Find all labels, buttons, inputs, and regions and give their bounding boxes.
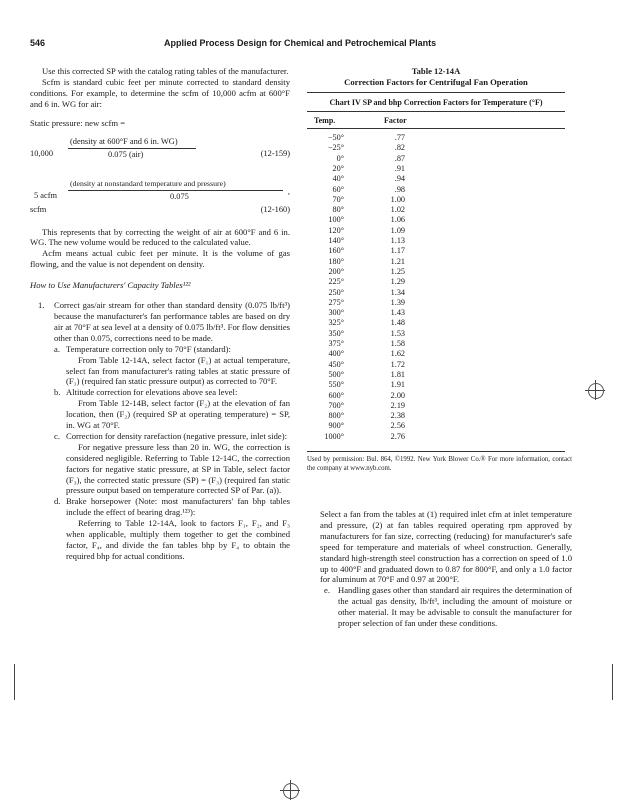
factor-cell: 1.91 [390,380,405,390]
temp-cell: 600° [328,390,344,400]
factor-cell: 1.53 [390,328,405,338]
table-row [307,267,565,277]
sub-item-c [30,431,290,442]
table-row [307,164,565,174]
table-row [307,246,565,256]
table-row [307,370,565,380]
temp-cell: 20° [332,163,344,173]
temp-cell: 100° [328,215,344,225]
temp-cell: 900° [328,421,344,431]
table-row [307,143,565,153]
table-row [307,277,565,287]
temp-cell: 250° [328,287,344,297]
paragraph: Static pressure: new scfm = [30,117,126,128]
factor-cell: 2.19 [390,400,405,410]
factor-cell: 1.39 [390,297,405,307]
table-source-note: Used by permission: Bul. 864, ©1992. New York Blower Co.® For more information, contact the company at www.nyb.com. [307,456,572,472]
table-row [307,154,565,164]
factor-cell: 1.02 [390,205,405,215]
page-number: 546 [30,38,46,48]
equation-denominator: 0.075 (air) [108,149,144,159]
factor-cell: 1.09 [390,225,405,235]
equation-denominator: 0.075 [170,191,189,201]
fraction-bar [68,190,283,191]
paragraph: This represents that by correcting the weight of air at 600°F and 6 in. WG. The new volume would be reduced to the calculated value. [30,226,290,248]
equation-12-160 [30,178,290,217]
factor-cell: 1.00 [390,194,405,204]
table-row [307,329,565,339]
table-row [307,349,565,359]
sub-title: Temperature correction only to 70°F (standard): [66,343,231,354]
registration-circle [588,383,604,399]
table-header-rule [307,111,565,112]
table-caption [307,66,565,88]
temp-cell: 70° [332,194,344,204]
temp-cell: 80° [332,205,344,215]
equation-lhs-unit: scfm [30,204,47,214]
temp-cell: 180° [328,256,344,266]
table-header-bottom-rule [307,128,565,129]
factor-cell: 1.81 [390,369,405,379]
table-title: Correction Factors for Centrifugal Fan Operation [344,77,528,87]
factor-cell: .77 [394,133,405,142]
temp-cell: 700° [328,400,344,410]
equation-lhs: 5 acfm [34,190,58,200]
equation-number: (12-160) [260,204,290,214]
table-row [307,411,565,421]
sub-item-d [30,496,290,518]
crop-mark [612,664,613,700]
factor-cell: 1.06 [390,215,405,225]
book-title: Applied Process Design for Chemical and Petrochemical Plants [164,38,437,48]
table-row [307,236,565,246]
column-header-factor: Factor [384,116,407,125]
sub-title: Correction for density rarefaction (negative pressure, inlet side): [66,430,287,441]
temp-cell: 275° [328,297,344,307]
sub-label: a. [54,343,60,354]
factor-cell: 1.62 [390,349,405,359]
table-row [307,133,565,143]
table-row [307,380,565,390]
equation-12-159 [30,135,290,175]
factor-cell: .91 [394,163,405,173]
temp-cell: 200° [328,266,344,276]
factor-cell: 2.76 [390,431,405,441]
sub-body: For negative pressure less than 20 in. WG, the correction is considered negligible. Referring to Table 12-14C, the correction factors for negative static pressure, at SP in Table, select factor (F₃), the corrected static pressure (SP) = (F₃) (required fan static pressure output based on temperature corrected SP of Par. (a)). [66,441,290,496]
table-top-rule [307,92,565,93]
sub-label: d. [54,496,61,507]
factor-cell: 2.56 [390,421,405,431]
registration-circle [283,783,299,799]
factor-cell: 1.72 [390,359,405,369]
sub-title: Brake horsepower (Note: most manufacturers' fan bhp tables include the effect of bearing drag.¹²³): [66,496,290,518]
temp-cell: 140° [328,236,344,245]
table-number: Table 12-14A [411,66,461,76]
list-item [30,300,290,344]
temp-cell: 800° [328,411,344,421]
table-row [307,432,565,442]
table-row [307,215,565,225]
paragraph: Acfm means actual cubic feet per minute. It is the volume of gas flowing, and the value is not dependent on density. [30,248,290,270]
factor-cell: 2.38 [390,411,405,421]
factor-cell: 1.17 [390,246,405,256]
table-row [307,185,565,195]
left-column [30,66,290,562]
table-row [307,195,565,205]
fraction-bar [68,148,196,149]
column-header-temp: Temp. [314,116,336,125]
factor-cell: 1.21 [390,256,405,266]
list-number: 1. [38,300,45,311]
factor-cell: .82 [394,143,405,153]
factor-cell: .98 [394,184,405,194]
factor-cell: 1.34 [390,287,405,297]
sub-label: c. [54,430,60,441]
temp-cell: 550° [328,380,344,390]
paragraph: Use this corrected SP with the catalog rating tables of the manufacturer. [42,66,289,76]
table-row [307,421,565,431]
temp-cell: 400° [328,349,344,359]
temp-cell: 160° [328,246,344,256]
factor-cell: 1.58 [390,339,405,348]
right-column [320,509,572,629]
factor-cell: 1.25 [390,266,405,276]
temp-cell: 500° [328,369,344,379]
sub-label: b. [54,387,61,398]
sub-item-b [30,387,290,398]
sub-body: From Table 12-14B, select factor (F₂) at the elevation of fan location, then (F₂) (required SP at operating temperature) = SP, in. WG at 70°F. [66,398,290,431]
paragraph: Scfm is standard cubic feet per minute corrected to standard density conditions. For example, to determine the scfm of 10,000 acfm at 600°F and 6 in. WG for air: [30,76,290,109]
temp-cell: 120° [328,225,344,235]
table-row [307,308,565,318]
table-row [307,205,565,215]
list-text: Correct gas/air stream for other than standard density (0.075 lb/ft³) because the manufacturer's fan performance tables are based on dry air at 70°F at sea level at a density of 0.075 lb/ft³. For flow densities other than 0.075, corrections need to be made. [54,300,290,343]
table-row [307,288,565,298]
equation-number: (12-159) [260,148,290,158]
temp-cell: 60° [332,184,344,194]
temp-cell: 450° [328,359,344,369]
sub-body: Referring to Table 12-14A, look to factors F₁, F₂, and F₃ when applicable, multiply them together to get the combined factor, F₄, and divide the fan tables bhp by F₄ to obtain the required bhp for actual conditions. [66,518,290,561]
table-row [307,226,565,236]
temp-cell: 325° [328,318,344,328]
table-row [307,174,565,184]
equation-lhs: 10,000 [30,148,54,158]
temp-cell: −50° [327,133,344,142]
table-row [307,298,565,308]
sub-title: Altitude correction for elevations above sea level: [66,387,238,398]
table-row [307,318,565,328]
temp-cell: 1000° [324,431,344,441]
table-row [307,391,565,401]
section-heading: How to Use Manufacturers' Capacity Tables¹²² [30,280,191,291]
factor-cell: 1.13 [390,236,405,245]
table-row [307,401,565,411]
crop-mark [14,664,15,700]
temp-cell: 375° [328,339,344,348]
equation-trailing-comma: , [287,186,290,196]
sub-item-a [30,344,290,355]
table-row [307,257,565,267]
temp-cell: 225° [328,277,344,287]
table-row [307,360,565,370]
temp-cell: −25° [327,143,344,153]
sub-label: e. [324,585,330,596]
temp-cell: 350° [328,328,344,338]
equation-numerator: (density at 600°F and 6 in. WG) [70,136,178,146]
list-item-e [320,585,572,629]
table-bottom-rule [307,451,565,452]
paragraph: Select a fan from the tables at (1) required inlet cfm at inlet temperature and pressure, (2) at fan tables required operating rpm approved by manufacturers for fan size, correcting (reducing) for manufacturer's safe speed for temperature and materials of wheel construction. Generally, standard high-strength steel construction has a correction on speed of 1.0 up to 400°F and graduated down to 0.87 for 800°F, and only a 1.0 factor for aluminum at 70°F and 0.97 at 200°F. [320,509,572,585]
sub-body: From Table 12-14A, select factor (F₁) at actual temperature, select fan from manufacturer's rating tables at static pressure of (F₁) (required fan static pressure output) as corrected to 70°F. [66,354,290,387]
factor-cell: .94 [394,174,405,184]
factor-cell: 1.48 [390,318,405,328]
factor-cell: 2.00 [390,390,405,400]
equation-numerator: (density at nonstandard temperature and pressure) [70,178,226,188]
factor-cell: 1.43 [390,308,405,318]
temp-cell: 0° [336,153,344,163]
factor-cell: .87 [394,153,405,163]
temp-cell: 300° [328,308,344,318]
table-subtitle: Chart IV SP and bhp Correction Factors for Temperature (°F) [329,98,543,107]
temp-cell: 40° [332,174,344,184]
running-head [30,38,590,52]
factor-cell: 1.29 [390,277,405,287]
table-row [307,339,565,349]
list-text: Handling gases other than standard air requires the determination of the actual gas density, lb/ft³, including the amount of moisture or other material. It may be advisable to consult the manufacturer for proper selection of fan under these conditions. [338,585,572,629]
